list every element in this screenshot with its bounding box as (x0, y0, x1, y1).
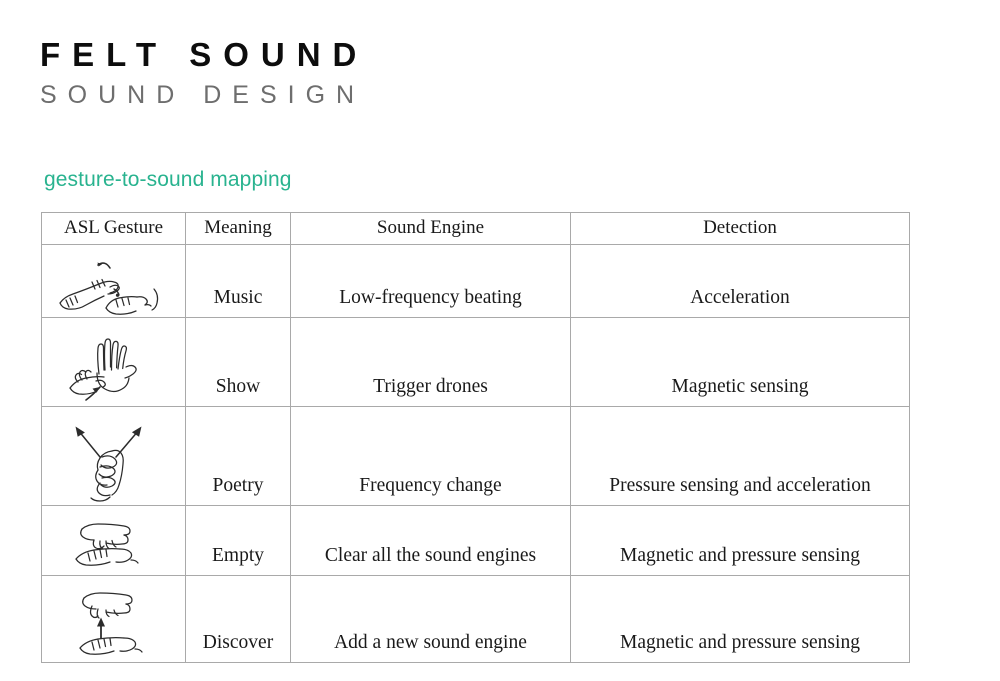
page-title: FELT SOUND (40, 36, 369, 73)
sound-engine-cell: Clear all the sound engines (291, 506, 571, 576)
table-row (42, 576, 910, 663)
column-header-detection: Detection (571, 213, 910, 245)
table-row (42, 318, 910, 407)
asl-gesture-empty-icon (42, 519, 185, 575)
meaning-cell: Discover (186, 576, 291, 663)
brand-block (40, 36, 368, 110)
gesture-cell (42, 506, 186, 576)
gesture-cell (42, 245, 186, 318)
page-subtitle: SOUND DESIGN (40, 80, 366, 109)
gesture-cell (42, 576, 186, 663)
gesture-cell (42, 318, 186, 407)
table-row (42, 245, 910, 318)
table-header-row (42, 213, 910, 245)
table-row (42, 407, 910, 506)
detection-cell: Magnetic sensing (571, 318, 910, 407)
gesture-cell (42, 407, 186, 506)
column-header-sound-engine: Sound Engine (291, 213, 571, 245)
table-row (42, 506, 910, 576)
detection-cell: Magnetic and pressure sensing (571, 576, 910, 663)
sound-engine-cell: Frequency change (291, 407, 571, 506)
section-heading: gesture-to-sound mapping (44, 168, 292, 191)
meaning-cell: Poetry (186, 407, 291, 506)
column-header-meaning: Meaning (186, 213, 291, 245)
sound-engine-cell: Trigger drones (291, 318, 571, 407)
column-header-asl-gesture: ASL Gesture (42, 213, 186, 245)
asl-gesture-discover-icon (42, 590, 185, 662)
sound-engine-cell: Add a new sound engine (291, 576, 571, 663)
asl-gesture-show-icon (42, 332, 185, 406)
asl-gesture-music-icon (42, 259, 185, 317)
gesture-to-sound-mapping-table (41, 212, 910, 663)
sound-engine-cell: Low-frequency beating (291, 245, 571, 318)
detection-cell: Pressure sensing and acceleration (571, 407, 910, 506)
meaning-cell: Show (186, 318, 291, 407)
gesture-to-sound-mapping-table-container (41, 212, 909, 663)
meaning-cell: Empty (186, 506, 291, 576)
meaning-cell: Music (186, 245, 291, 318)
detection-cell: Magnetic and pressure sensing (571, 506, 910, 576)
detection-cell: Acceleration (571, 245, 910, 318)
asl-gesture-poetry-icon (42, 421, 185, 505)
